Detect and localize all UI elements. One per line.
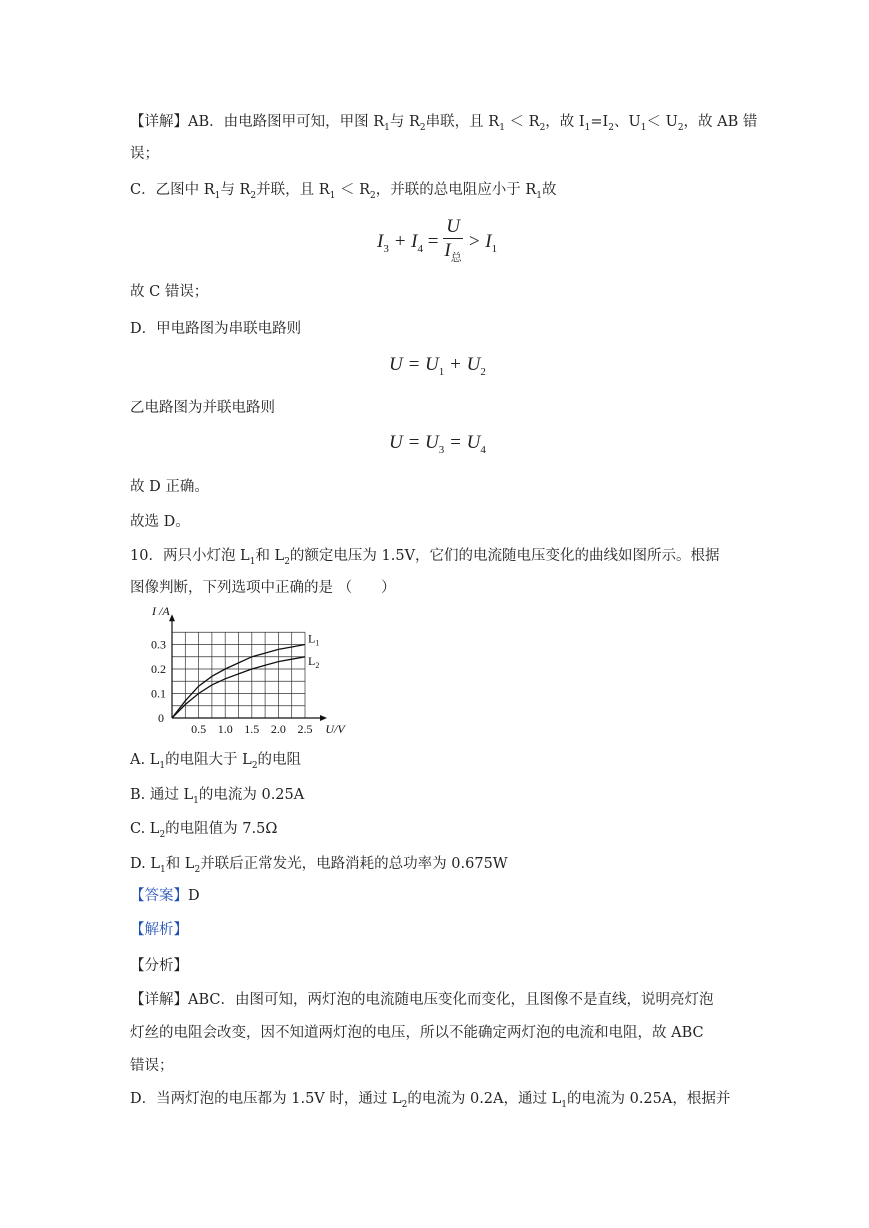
fenxi-tag: 【分析】 — [130, 958, 188, 974]
analysis-tag: 【解析】 — [130, 922, 188, 938]
x-tick-label: 1.0 — [217, 722, 233, 736]
x-axis-label: U/V — [325, 722, 345, 736]
graph-axes — [169, 614, 327, 721]
iu-graph — [140, 604, 360, 736]
equation-parallel-voltage: $U = U_3 = U_4$ — [389, 432, 486, 456]
detail-abc-line2: 灯丝的电阻会改变，因不知道两灯泡的电压，所以不能确定两灯泡的电流和电阻，故 ABC — [130, 1025, 704, 1041]
explanation-d-parallel: 乙电路图为并联电路则 — [130, 400, 275, 416]
origin-label: 0 — [158, 711, 164, 725]
option-a[interactable]: A. $L_1$的电阻大于 $L_2$的电阻 — [130, 752, 302, 771]
x-tick-label: 1.5 — [244, 722, 260, 736]
y-tick-label: 0.1 — [151, 686, 166, 701]
answer-value: D — [188, 888, 200, 904]
question-10-line1: 10．两只小灯泡 $L_1$和 $L_2$的额定电压为 1.5V，它们的电流随电压变化的曲线如图所示。根据 — [130, 548, 720, 567]
conclusion-c: 故 C 错误； — [130, 284, 209, 300]
explanation-d-series: D．甲电路图为串联电路则 — [130, 321, 302, 337]
option-b[interactable]: B. 通过 $L_1$的电流为 0.25A — [130, 787, 305, 806]
series-label-l2: $L_2$ — [308, 653, 320, 670]
equation-parallel-current: $I_3 + I_4$ = $\frac{U}{I_总}$ > $I_1$ — [377, 216, 498, 264]
detail-abc-line3: 错误； — [130, 1058, 174, 1074]
y-tick-label: 0.2 — [151, 662, 166, 676]
answer-line — [130, 885, 200, 907]
x-axis-arrow — [320, 715, 327, 721]
x-tick-label: 2.0 — [270, 722, 286, 736]
y-tick-label: 0.3 — [151, 637, 166, 652]
graph-grid — [172, 632, 305, 718]
explanation-ab-line1: 【详解】AB．由电路图甲可知，甲图 $R_1$与 $R_2$串联，且 $R_1 < R_2$，故 $I_1=I_2$、$U_1< U_2$，故 AB 错 — [130, 114, 758, 133]
detail-d-line: D．当两灯泡的电压都为 1.5V 时，通过 $L_2$的电流为 0.2A，通过 $L_1$的电流为 0.25A，根据并 — [130, 1091, 731, 1110]
series-label-l1: $L_1$ — [308, 631, 320, 648]
x-tick-label: 0.5 — [191, 722, 207, 736]
answer-tag: 【答案】 — [130, 888, 188, 904]
explanation-c-line: C．乙图中 $R_1$与 $R_2$并联，且 $R_1 < R_2$，并联的总电阻应小于 $R_1$故 — [130, 182, 557, 201]
x-tick-label: 2.5 — [297, 722, 313, 736]
detail-tag: 【详解】 — [130, 114, 188, 130]
question-10-line2: 图像判断，下列选项中正确的是 （ ） — [130, 580, 396, 596]
option-c[interactable]: C. $L_2$的电阻值为 7.5Ω — [130, 821, 278, 840]
equation-series-voltage: $U = U_1 + U_2$ — [389, 354, 486, 378]
final-choice: 故选 D。 — [130, 514, 190, 530]
y-axis-label: I /A — [152, 604, 170, 618]
explanation-ab-line2: 误； — [130, 146, 159, 162]
conclusion-d: 故 D 正确。 — [130, 479, 209, 495]
detail-abc-line1: 【详解】ABC．由图可知，两灯泡的电流随电压变化而变化，且图像不是直线，说明亮灯泡 — [130, 992, 714, 1008]
y-axis-arrow — [169, 614, 175, 621]
option-d[interactable]: D. $L_1$和 $L_2$并联后正常发光，电路消耗的总功率为 0.675W — [130, 856, 508, 875]
